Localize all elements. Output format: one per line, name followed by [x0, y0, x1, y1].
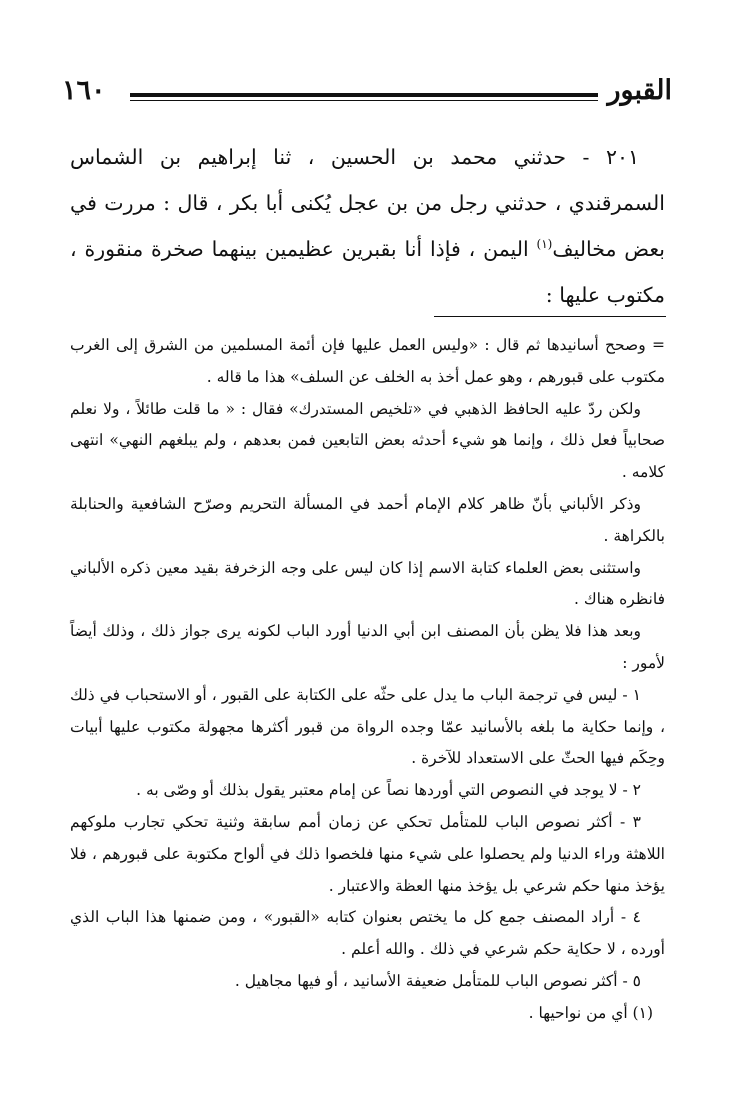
- page-header: [62, 70, 672, 116]
- running-title: القبور: [607, 75, 672, 106]
- note-intro: وبعد هذا فلا يظن بأن المصنف ابن أبي الدنيا أورد الباب لكونه يرى جواز ذلك ، وذلك أيضاً لأمور :: [70, 622, 665, 672]
- note-item-2: ٢ - لا يوجد في النصوص التي أوردها نصاً عن إمام معتبر يقول بذلك أو وصّى به .: [136, 781, 641, 800]
- header-rule-thin: [130, 100, 598, 101]
- note-albani: وذكر الألباني بأنّ ظاهر كلام الإمام أحمد في المسألة التحريم وصرّح الشافعية والحنابلة بالكراهة .: [70, 494, 665, 545]
- note-item-5: ٥ - أكثر نصوص الباب للمتأمل ضعيفة الأسانيد ، أو فيها مجاهيل .: [234, 971, 641, 990]
- hadith-text-part1: ٢٠١ - حدثني محمد بن الحسين ، ثنا إبراهيم بن الشماس السمرقندي ، حدثني رجل من بن عجل يُكنى أبا بكر ، قال : مررت في بعض مخاليف: [70, 145, 665, 261]
- page-number: ١٦٠: [62, 75, 106, 106]
- footnote-marker[interactable]: (١): [536, 237, 553, 252]
- hadith-paragraph: [70, 134, 665, 318]
- header-rule-thick: [130, 93, 598, 97]
- hadith-text-part2: اليمن ، فإذا أنا بقبرين عظيمين بينهما صخرة منقورة ، مكتوب عليها :: [70, 237, 665, 307]
- note-dhahabi: ولكن ردّ عليه الحافظ الذهبي في «تلخيص المستدرك» فقال : « ما قلت طائلاً ، ولا نعلم صحابياً فعل ذلك ، وإنما هو شيء أحدثه بعض التابعين فمن بعدهم ، ولم يبلغهم النهي» انتهى كلامه .: [70, 399, 665, 482]
- note-item-4: ٤ - أراد المصنف جمع كل ما يختص بعنوان كتابه «القبور» ، ومن ضمنها هذا الباب الذي أورده ، لا حكاية حكم شرعي في ذلك . والله أعلم .: [70, 908, 665, 959]
- note-item-3: ٣ - أكثر نصوص الباب للمتأمل تحكي عن زمان أمم سابقة وثنية تحكي تجارب ملوكهم اللاهثة وراء الدنيا ولم يحصلوا على شيء منها فلخصوا ذلك في ألواح مكتوبة على قبورهم ، فلا يؤخذ منها حكم شرعي بل يؤخذ منها العظة والاعتبار .: [70, 812, 665, 895]
- note-item-1: ١ - ليس في ترجمة الباب ما يدل على حثّه على الكتابة على القبور ، أو الاستحباب في ذلك ، وإنما حكاية ما بلغه بالأسانيد عمّا وجده الرواة من قبور أكثرها مجهولة مكتوب عليها أبيات وحِكَم فيها الحثّ على الاستعداد للآخرة .: [70, 685, 665, 768]
- footnote-1: (١) أي من نواحيها .: [528, 1003, 653, 1022]
- note-continuation: = وصحح أسانيدها ثم قال : «وليس العمل عليها فإن أئمة المسلمين من الشرق إلى الغرب مكتوب على قبورهم ، وهو عمل أخذ به الخلف عن السلف» هذا ما قاله .: [70, 336, 665, 386]
- footnotes-section: [70, 330, 665, 1030]
- main-text: [70, 134, 665, 318]
- footnote-separator: [434, 316, 666, 317]
- note-exception: واستثنى بعض العلماء كتابة الاسم إذا كان ليس على وجه الزخرفة بقيد معين ذكره الألباني فانظره هناك .: [70, 558, 665, 609]
